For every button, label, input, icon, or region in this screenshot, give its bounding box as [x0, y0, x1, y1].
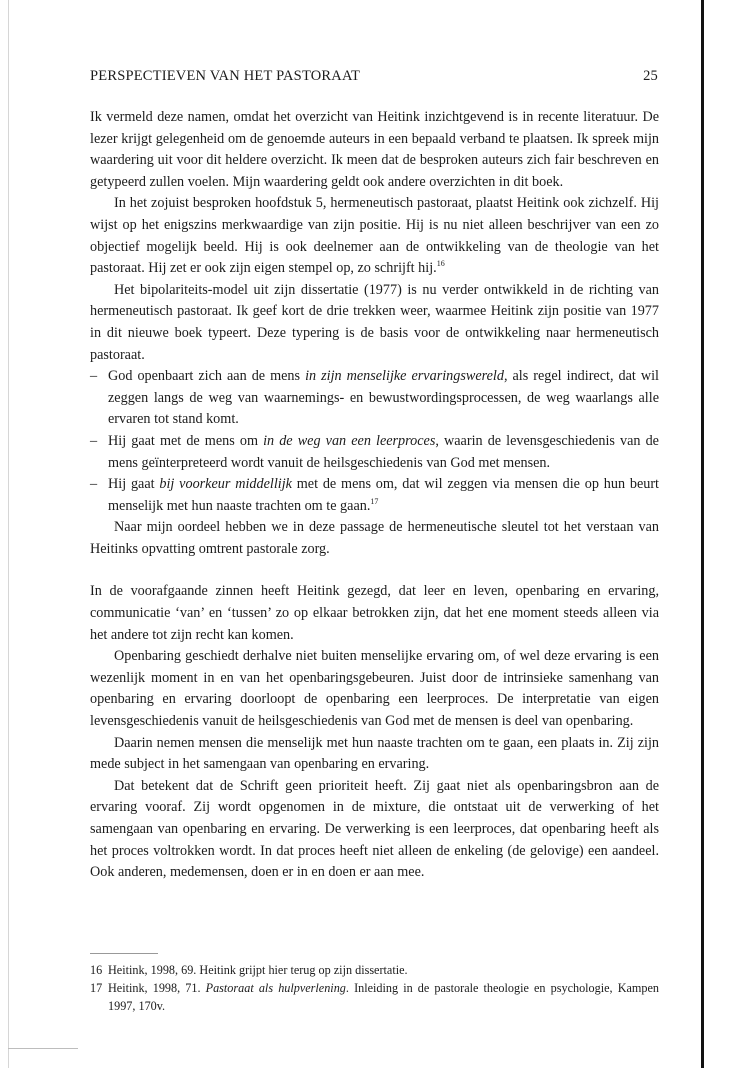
list-item-text: God openbaart zich aan de mens: [108, 368, 306, 385]
footnote-number: 17: [90, 981, 103, 995]
paragraph-text: In het zojuist besproken hoofdstuk 5, hermeneutisch pastoraat, plaatst Heitink ook zichzelf. Hij wijst op het enigszins merkwaardige van zijn positie. Hij is nu niet alleen beschrijver van een zo objectief mogelijk beeld. Hij is ook deelnemer aan de ontwikkeling van de theologie van het pastoraat. Hij zet er ook zijn eigen stempel op, zo schrijft hij.: [90, 195, 659, 277]
list-item: [90, 431, 659, 474]
list-item-emphasis: in de weg van een leerproces: [263, 432, 436, 449]
footnote: [90, 961, 659, 979]
list-item-emphasis: bij voorkeur middellijk: [159, 476, 292, 493]
footnote: [90, 979, 659, 1015]
dash-marker: –: [90, 476, 98, 493]
scan-bottom-edge: [8, 1048, 78, 1049]
paragraph: Het bipolariteits-model uit zijn dissertatie (1977) is nu verder ontwikkeld in de richting van hermeneutisch pastoraat. Ik geef kort de drie trekken weer, waarmee Heitink zijn positie van 1977 in dit nieuwe boek typeert. Deze typering is de basis voor de ontwikkeling naar hermeneutisch pastoraat.: [90, 281, 659, 363]
list-item-text: , waarin de levensgeschiedenis van de mens geïnterpreteerd wordt vanuit de heilsgeschiedenis van God met mensen.: [108, 432, 659, 471]
list-item: [90, 474, 659, 517]
dash-marker: –: [90, 368, 98, 385]
dash-marker: –: [90, 432, 98, 449]
paragraph: Dat betekent dat de Schrift geen prioriteit heeft. Zij gaat niet als openbaringsbron aan de ervaring vooraf. Zij wordt opgenomen in de mixture, die ontstaat uit de verwerking of het samengaan van openbaring en ervaring. De verwerking is een leerproces, dat openbaring heeft als het proces voltrokken wordt. In dat proces heeft niet alleen de enkeling (de gelovige) een aandeel. Ook anderen, medemensen, doen er in en doen er aan mee.: [90, 777, 659, 881]
list-item: [90, 366, 659, 431]
trait-list: [90, 366, 659, 517]
list-item-text: met de mens om, dat wil zeggen via mensen die op hun beurt menselijk met hun naaste trachten om te gaan.: [108, 476, 659, 514]
paragraph: [90, 193, 659, 279]
scan-left-edge: [8, 0, 9, 1068]
footnote-emphasis: Pastoraat als hulpverlening: [205, 981, 346, 995]
scan-right-edge: [701, 0, 704, 1068]
footnote-ref: 17: [370, 496, 379, 506]
list-item-text: , als regel indirect, dat wil zeggen langs de weg van waarnemings- en bewustwordingsprocessen, de weg waarlangs alle ervaren tot stand komt.: [108, 368, 659, 428]
paragraph: Daarin nemen mensen die menselijk met hun naaste trachten om te gaan, een plaats in. Zij zijn mede subject in het samengaan van openbaring en ervaring.: [90, 734, 659, 773]
footnote-ref: 16: [436, 259, 445, 269]
list-item-text: Hij gaat met de mens om: [108, 432, 264, 449]
footnotes: [90, 961, 659, 1015]
page-number: 25: [643, 68, 658, 84]
footnote-text: Heitink, 1998, 69. Heitink grijpt hier terug op zijn dissertatie.: [108, 963, 408, 977]
paragraph: Ik vermeld deze namen, omdat het overzicht van Heitink inzichtgevend is in recente literatuur. De lezer krijgt gelegenheid om de genoemde auteurs in een bepaald verband te plaatsen. Ik spreek mijn waardering uit voor dit heldere overzicht. Ik meen dat de besproken auteurs zich fair beschreven en getypeerd zullen voelen. Mijn waardering geldt ook andere overzichten in dit boek.: [90, 109, 659, 190]
footnote-text: . Inleiding in de pastorale theologie en psychologie, Kampen 1997, 170v.: [108, 981, 659, 1013]
paragraph: In de voorafgaande zinnen heeft Heitink gezegd, dat leer en leven, openbaring en ervaring, communicatie ‘van’ en ‘tussen’ zo op elkaar betrokken zijn, dat het ene moment steeds alleen via het andere tot zijn recht kan komen.: [90, 583, 659, 643]
footnote-divider: [90, 953, 158, 954]
list-item-text: Hij gaat: [108, 476, 160, 493]
list-item-emphasis: in zijn menselijke ervaringswereld: [305, 368, 504, 385]
paragraph: Openbaring geschiedt derhalve niet buiten menselijke ervaring om, of wel deze ervaring is een wezenlijk moment in en van het openbaringsgebeuren. Juist door de intrinsieke samenhang van openbaring en ervaring doorloopt de openbaring een leerproces. De interpretatie van eigen levensgeschiedenis vanuit de heilsgeschiedenis van God met de mensen is deel van openbaring.: [90, 648, 659, 730]
footnote-text: Heitink, 1998, 71.: [108, 981, 206, 995]
body-text: [90, 107, 659, 884]
footnote-number: 16: [90, 963, 103, 977]
running-head: [90, 68, 658, 85]
paragraph: Naar mijn oordeel hebben we in deze passage de hermeneutische sleutel tot het verstaan van Heitinks opvatting omtrent pastorale zorg.: [90, 519, 659, 557]
running-head-title: PERSPECTIEVEN VAN HET PASTORAAT: [90, 68, 361, 84]
